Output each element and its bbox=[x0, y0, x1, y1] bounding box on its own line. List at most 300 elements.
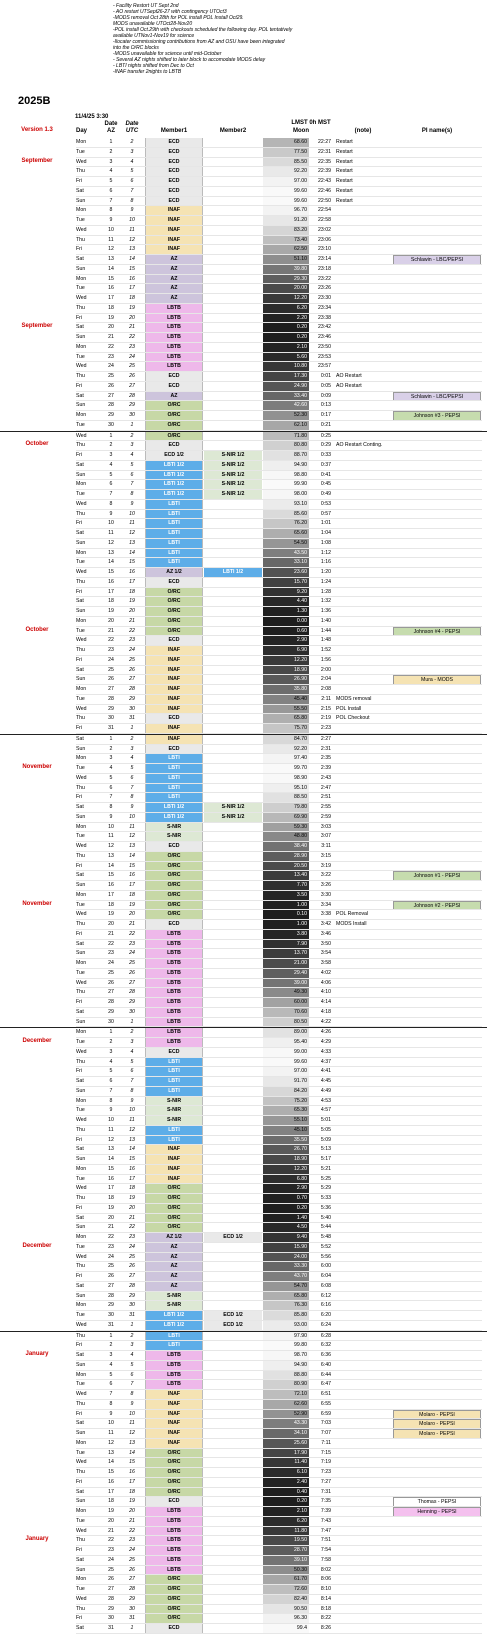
moon-cell: 73.40 bbox=[263, 236, 309, 246]
date-utc-cell: 30 bbox=[129, 412, 135, 418]
moon-cell: 94.90 bbox=[263, 1361, 309, 1371]
note-cell: Restart bbox=[336, 158, 353, 165]
day-cell: Thu bbox=[76, 236, 85, 243]
moon-cell: 29.30 bbox=[263, 275, 309, 285]
date-az-cell: 27 bbox=[108, 1282, 114, 1289]
moon-cell: 85.60 bbox=[263, 510, 309, 520]
member1-cell: S-NIR bbox=[145, 1097, 203, 1107]
day-cell: Sat bbox=[76, 187, 84, 194]
table-row bbox=[0, 1458, 487, 1468]
day-cell: Fri bbox=[76, 588, 83, 595]
date-utc-cell: 5 bbox=[130, 765, 134, 771]
day-cell: Mon bbox=[76, 617, 87, 624]
date-utc-cell: 7 bbox=[130, 1381, 134, 1388]
moon-cell: 80.80 bbox=[263, 441, 309, 451]
date-utc-cell: 1 bbox=[130, 1018, 134, 1025]
member1-cell: LBTI bbox=[145, 549, 203, 559]
lmst-cell: 1:12 bbox=[320, 549, 331, 556]
lmst-cell: 0:17 bbox=[320, 412, 331, 418]
moon-cell: 99.60 bbox=[263, 1058, 309, 1068]
table-row bbox=[0, 979, 487, 989]
pi-cell: Molaro - PEPSI bbox=[393, 1419, 481, 1429]
table-row bbox=[0, 1223, 487, 1233]
table-row bbox=[0, 265, 487, 275]
date-utc-cell: 21 bbox=[129, 1214, 135, 1221]
date-az-cell: 24 bbox=[108, 656, 114, 663]
member1-cell: INAF bbox=[145, 656, 203, 666]
note-line: - AO restart UTSept26-27 with contingency UTOct3 bbox=[113, 9, 227, 15]
moon-cell: 1.30 bbox=[263, 607, 309, 617]
day-cell: Fri bbox=[76, 1204, 83, 1211]
lmst-cell: 22:39 bbox=[318, 168, 331, 175]
moon-cell: 1.00 bbox=[263, 901, 309, 911]
member1-cell: INAF bbox=[145, 1390, 203, 1400]
lmst-cell: 2:04 bbox=[320, 676, 331, 683]
date-az-cell: 13 bbox=[108, 1449, 114, 1456]
month-label: January bbox=[25, 1351, 49, 1357]
member1-cell: O/RC bbox=[145, 1449, 203, 1459]
date-az-cell: 25 bbox=[108, 969, 114, 976]
lmst-cell: 2:31 bbox=[320, 745, 331, 752]
day-cell: Mon bbox=[76, 755, 87, 762]
date-utc-cell: 13 bbox=[129, 843, 135, 849]
moon-cell: 0.20 bbox=[263, 1497, 309, 1507]
date-utc-cell: 19 bbox=[129, 598, 135, 605]
date-az-cell: 1 bbox=[109, 735, 113, 742]
date-az-cell: 2 bbox=[109, 745, 113, 752]
table-row bbox=[0, 842, 487, 852]
moon-cell: 18.90 bbox=[263, 666, 309, 676]
lmst-cell: 0:53 bbox=[320, 500, 331, 507]
date-utc-cell: 23 bbox=[129, 343, 135, 350]
moon-cell: 91.70 bbox=[263, 1077, 309, 1087]
date-az-cell: 25 bbox=[108, 666, 114, 673]
member1-cell: LBTI bbox=[145, 774, 203, 784]
member1-cell: LBTB bbox=[145, 969, 203, 979]
moon-cell: 2.40 bbox=[263, 1478, 309, 1488]
member1-cell: INAF bbox=[145, 226, 203, 236]
date-az-cell: 2 bbox=[109, 1342, 113, 1349]
lmst-cell: 2:59 bbox=[320, 813, 331, 820]
date-az-cell: 1 bbox=[109, 1332, 113, 1339]
day-cell: Sun bbox=[76, 539, 86, 546]
lmst-cell: 4:26 bbox=[320, 1029, 331, 1036]
moon-cell: 92.20 bbox=[263, 167, 309, 177]
date-utc-cell: 15 bbox=[129, 862, 135, 869]
table-row bbox=[0, 852, 487, 862]
lmst-cell: 3:07 bbox=[320, 833, 331, 840]
lmst-cell: 7:58 bbox=[320, 1556, 331, 1563]
date-az-cell: 23 bbox=[108, 1547, 114, 1553]
day-cell: Sat bbox=[76, 735, 84, 742]
date-utc-cell: 6 bbox=[130, 471, 134, 478]
date-az-cell: 3 bbox=[109, 452, 113, 458]
table-row bbox=[0, 148, 487, 158]
member1-cell: LBTI bbox=[145, 519, 203, 529]
date-az-cell: 9 bbox=[109, 1107, 113, 1114]
day-cell: Thu bbox=[76, 1126, 85, 1133]
member2-cell: S-NIR 1/2 bbox=[204, 480, 262, 490]
table-row bbox=[0, 197, 487, 207]
moon-cell: 59.30 bbox=[263, 823, 309, 833]
moon-cell: 83.20 bbox=[263, 226, 309, 236]
day-cell: Thu bbox=[76, 784, 85, 791]
schedule-notes bbox=[113, 3, 293, 75]
day-cell: Wed bbox=[76, 979, 87, 986]
member1-cell: ECD 1/2 bbox=[145, 451, 203, 461]
table-row bbox=[0, 1253, 487, 1263]
date-az-cell: 28 bbox=[108, 1292, 114, 1299]
date-az-cell: 17 bbox=[108, 1488, 114, 1495]
table-row bbox=[0, 1282, 487, 1292]
note-cell: Restart bbox=[336, 168, 353, 175]
header-day: Day bbox=[76, 128, 88, 134]
moon-cell: 76.20 bbox=[263, 519, 309, 529]
table-row bbox=[0, 901, 487, 911]
lmst-cell: 6:00 bbox=[320, 1263, 331, 1270]
date-az-cell: 29 bbox=[108, 1008, 114, 1015]
day-cell: Mon bbox=[76, 549, 87, 556]
moon-cell: 65.80 bbox=[263, 1292, 309, 1302]
table-row bbox=[0, 1605, 487, 1615]
lmst-cell: 6:12 bbox=[320, 1292, 331, 1299]
pi-cell: Mura - MODS bbox=[393, 675, 481, 685]
date-az-cell: 15 bbox=[108, 1165, 114, 1172]
member1-cell: LBTB bbox=[145, 1361, 203, 1371]
table-row bbox=[0, 167, 487, 177]
date-az-cell: 20 bbox=[108, 617, 114, 624]
member1-cell: AZ bbox=[145, 1272, 203, 1282]
table-row bbox=[0, 1292, 487, 1302]
table-row bbox=[0, 1175, 487, 1185]
member1-cell: ECD bbox=[145, 636, 203, 646]
member1-cell: ECD bbox=[145, 842, 203, 852]
member2-cell: LBTI 1/2 bbox=[204, 568, 262, 578]
lmst-cell: 0:13 bbox=[320, 402, 331, 409]
date-az-cell: 14 bbox=[108, 1459, 114, 1466]
day-cell: Fri bbox=[76, 1410, 83, 1417]
table-row bbox=[0, 1536, 487, 1546]
moon-cell: 7.90 bbox=[263, 940, 309, 950]
date-utc-cell: 14 bbox=[129, 1146, 135, 1153]
moon-cell: 62.60 bbox=[263, 1400, 309, 1410]
date-utc-cell: 12 bbox=[129, 236, 135, 243]
member1-cell: INAF bbox=[145, 216, 203, 226]
member1-cell: S-NIR bbox=[145, 1292, 203, 1302]
member1-cell: LBTB bbox=[145, 353, 203, 363]
moon-cell: 39.10 bbox=[263, 1556, 309, 1566]
moon-cell: 75.20 bbox=[263, 1097, 309, 1107]
day-cell: Tue bbox=[76, 285, 85, 292]
moon-cell: 2.10 bbox=[263, 1507, 309, 1517]
member1-cell: LBTB bbox=[145, 304, 203, 314]
moon-cell: 1.00 bbox=[263, 920, 309, 930]
date-utc-cell: 1 bbox=[130, 1321, 134, 1328]
date-utc-cell: 22 bbox=[129, 334, 135, 340]
day-cell: Sun bbox=[76, 197, 86, 204]
table-row bbox=[0, 471, 487, 481]
table-row bbox=[0, 1077, 487, 1087]
date-az-cell: 27 bbox=[108, 989, 114, 996]
table-row bbox=[0, 275, 487, 285]
date-utc-cell: 28 bbox=[129, 392, 135, 399]
day-cell: Sun bbox=[76, 402, 86, 409]
day-cell: Thu bbox=[76, 1263, 85, 1270]
moon-cell: 6.20 bbox=[263, 304, 309, 314]
date-az-cell: 21 bbox=[108, 334, 114, 340]
member1-cell: ECD bbox=[145, 177, 203, 187]
moon-cell: 0.20 bbox=[263, 1204, 309, 1214]
member1-cell: ECD bbox=[145, 578, 203, 588]
lmst-cell: 2:39 bbox=[320, 765, 331, 771]
lmst-cell: 6:51 bbox=[320, 1391, 331, 1397]
date-utc-cell: 6 bbox=[130, 178, 134, 184]
date-utc-cell: 15 bbox=[129, 559, 135, 566]
member1-cell: LBTI bbox=[145, 510, 203, 520]
member1-cell: INAF bbox=[145, 245, 203, 255]
date-utc-cell: 17 bbox=[129, 578, 135, 585]
member1-cell: LBTI 1/2 bbox=[145, 490, 203, 500]
date-az-cell: 27 bbox=[108, 392, 114, 399]
day-cell: Tue bbox=[76, 1243, 85, 1250]
day-cell: Fri bbox=[76, 178, 83, 184]
member1-cell: LBTI bbox=[145, 1067, 203, 1077]
day-cell: Thu bbox=[76, 715, 85, 722]
moon-cell: 95.10 bbox=[263, 784, 309, 794]
day-cell: Thu bbox=[76, 442, 85, 449]
date-utc-cell: 1 bbox=[130, 1625, 134, 1631]
date-az-cell: 1 bbox=[109, 432, 113, 439]
table-row bbox=[0, 138, 487, 148]
date-utc-cell: 20 bbox=[129, 1508, 135, 1514]
table-row bbox=[0, 1449, 487, 1459]
member1-cell: LBTI bbox=[145, 539, 203, 549]
date-az-cell: 4 bbox=[109, 1361, 113, 1368]
table-row bbox=[0, 1067, 487, 1077]
lmst-cell: 3:50 bbox=[320, 940, 331, 947]
date-utc-cell: 24 bbox=[129, 950, 135, 957]
lmst-cell: 23:57 bbox=[318, 363, 331, 370]
lmst-cell: 23:14 bbox=[318, 256, 331, 262]
table-row bbox=[0, 1410, 487, 1420]
table-row bbox=[0, 578, 487, 588]
day-cell: Thu bbox=[76, 1469, 85, 1475]
member1-cell: O/RC bbox=[145, 1575, 203, 1585]
member2-cell: ECD 1/2 bbox=[204, 1321, 262, 1331]
date-utc-cell: 31 bbox=[129, 1312, 135, 1318]
day-cell: Thu bbox=[76, 989, 85, 996]
day-cell: Tue bbox=[76, 491, 85, 497]
day-cell: Sat bbox=[76, 666, 84, 673]
date-az-cell: 20 bbox=[108, 921, 114, 927]
member1-cell: O/RC bbox=[145, 891, 203, 901]
member1-cell: LBTI 1/2 bbox=[145, 480, 203, 490]
member1-cell: S-NIR bbox=[145, 823, 203, 833]
date-utc-cell: 28 bbox=[129, 1282, 135, 1289]
date-utc-cell: 6 bbox=[130, 774, 134, 781]
table-row bbox=[0, 401, 487, 411]
table-row bbox=[0, 539, 487, 549]
date-az-cell: 17 bbox=[108, 588, 114, 595]
date-utc-cell: 10 bbox=[129, 510, 135, 517]
date-az-cell: 4 bbox=[109, 1058, 113, 1065]
date-utc-cell: 12 bbox=[129, 1126, 135, 1133]
member1-cell: O/RC bbox=[145, 1184, 203, 1194]
member1-cell: ECD bbox=[145, 382, 203, 392]
table-row bbox=[0, 666, 487, 676]
table-row bbox=[0, 1488, 487, 1498]
date-utc-cell: 16 bbox=[129, 1165, 135, 1172]
day-cell: Wed bbox=[76, 432, 87, 439]
lmst-cell: 7:31 bbox=[320, 1488, 331, 1495]
member1-cell: LBTB bbox=[145, 323, 203, 333]
day-cell: Mon bbox=[76, 1371, 87, 1378]
lmst-cell: 2:43 bbox=[320, 774, 331, 781]
member1-cell: LBTI 1/2 bbox=[145, 1311, 203, 1321]
moon-cell: 0.20 bbox=[263, 333, 309, 343]
member1-cell: LBTB bbox=[145, 1517, 203, 1527]
moon-cell: 43.50 bbox=[263, 549, 309, 559]
day-cell: Sat bbox=[76, 598, 84, 605]
member1-cell: O/RC bbox=[145, 627, 203, 637]
lmst-cell: 0:41 bbox=[320, 471, 331, 478]
lmst-cell: 5:25 bbox=[320, 1175, 331, 1182]
day-cell: Sun bbox=[76, 1566, 86, 1573]
moon-cell: 33.40 bbox=[263, 392, 309, 402]
day-cell: Mon bbox=[76, 343, 87, 350]
member1-cell: LBTB bbox=[145, 940, 203, 950]
date-utc-cell: 30 bbox=[129, 1302, 135, 1309]
table-row bbox=[0, 705, 487, 715]
table-row bbox=[0, 607, 487, 617]
member1-cell: LBTI bbox=[145, 500, 203, 510]
moon-cell: 99.90 bbox=[263, 480, 309, 490]
day-cell: Fri bbox=[76, 725, 83, 731]
lmst-cell: 23:18 bbox=[318, 265, 331, 272]
moon-cell: 24.00 bbox=[263, 1253, 309, 1263]
table-row bbox=[0, 1058, 487, 1068]
lmst-cell: 8:22 bbox=[320, 1615, 331, 1622]
member1-cell: O/RC bbox=[145, 1458, 203, 1468]
day-cell: Sun bbox=[76, 676, 86, 683]
day-cell: Fri bbox=[76, 520, 83, 527]
table-row bbox=[0, 1478, 487, 1488]
date-utc-cell: 28 bbox=[129, 989, 135, 996]
member1-cell: LBTI 1/2 bbox=[145, 813, 203, 823]
table-row bbox=[0, 862, 487, 872]
day-cell: Fri bbox=[76, 1615, 83, 1622]
lmst-cell: 1:56 bbox=[320, 656, 331, 663]
member2-cell: ECD 1/2 bbox=[204, 1311, 262, 1321]
day-cell: Sat bbox=[76, 530, 84, 536]
table-row bbox=[0, 255, 487, 265]
date-utc-cell: 17 bbox=[129, 1478, 135, 1485]
date-az-cell: 18 bbox=[108, 598, 114, 605]
date-utc-cell: 7 bbox=[130, 784, 134, 791]
header-member2: Member2 bbox=[219, 128, 247, 134]
member1-cell: ECD bbox=[145, 372, 203, 382]
month-label: September bbox=[21, 157, 53, 164]
lmst-cell: 4:06 bbox=[320, 979, 331, 986]
day-cell: Sun bbox=[76, 813, 86, 820]
lmst-cell: 3:54 bbox=[320, 950, 331, 957]
lmst-cell: 22:46 bbox=[318, 187, 331, 194]
date-az-cell: 5 bbox=[109, 178, 113, 184]
date-utc-cell: 5 bbox=[130, 1058, 134, 1065]
table-row bbox=[0, 411, 487, 421]
date-az-cell: 26 bbox=[108, 1273, 114, 1279]
day-cell: Fri bbox=[76, 246, 83, 253]
date-az-cell: 23 bbox=[108, 1243, 114, 1250]
member1-cell: ECD bbox=[145, 1048, 203, 1058]
lmst-cell: 1:48 bbox=[320, 637, 331, 644]
day-cell: Thu bbox=[76, 921, 85, 927]
date-az-cell: 13 bbox=[108, 1146, 114, 1153]
date-az-cell: 8 bbox=[109, 1400, 113, 1407]
date-az-cell: 31 bbox=[108, 1625, 114, 1631]
date-utc-cell: 18 bbox=[129, 891, 135, 898]
moon-cell: 9.20 bbox=[263, 588, 309, 598]
note-cell: AO Restart bbox=[336, 373, 362, 379]
member1-cell: ECD bbox=[145, 167, 203, 177]
moon-cell: 25.60 bbox=[263, 1439, 309, 1449]
moon-cell: 0.00 bbox=[263, 617, 309, 627]
date-utc-cell: 8 bbox=[130, 1391, 134, 1397]
date-utc-cell: 29 bbox=[129, 402, 135, 409]
date-utc-cell: 21 bbox=[129, 617, 135, 624]
lmst-cell: 5:17 bbox=[320, 1156, 331, 1162]
table-row bbox=[0, 1233, 487, 1243]
date-az-cell: 19 bbox=[108, 608, 114, 614]
moon-cell: 0.40 bbox=[263, 1488, 309, 1498]
lmst-cell: 3:30 bbox=[320, 891, 331, 898]
table-row bbox=[0, 294, 487, 304]
day-cell: Sat bbox=[76, 940, 84, 947]
moon-cell: 88.50 bbox=[263, 793, 309, 803]
day-cell: Tue bbox=[76, 969, 85, 976]
lmst-cell: 1:08 bbox=[320, 539, 331, 546]
moon-cell: 0.20 bbox=[263, 323, 309, 333]
moon-cell: 79.80 bbox=[263, 803, 309, 813]
date-az-cell: 7 bbox=[109, 197, 113, 204]
day-cell: Wed bbox=[76, 1321, 87, 1328]
lmst-cell: 6:28 bbox=[320, 1332, 331, 1339]
member1-cell: LBTI bbox=[145, 1126, 203, 1136]
moon-cell: 80.50 bbox=[263, 1018, 309, 1028]
date-utc-cell: 12 bbox=[129, 1430, 135, 1436]
member1-cell: LBTB bbox=[145, 1371, 203, 1381]
member1-cell: INAF bbox=[145, 695, 203, 705]
day-cell: Tue bbox=[76, 421, 85, 428]
date-utc-cell: 24 bbox=[129, 647, 135, 653]
moon-cell: 84.70 bbox=[263, 735, 309, 745]
note-cell: AO Restart Conting. bbox=[336, 442, 383, 449]
table-row bbox=[0, 206, 487, 216]
table-row bbox=[0, 1184, 487, 1194]
date-az-cell: 9 bbox=[109, 1410, 113, 1417]
member1-cell: LBTI bbox=[145, 764, 203, 774]
lmst-cell: 6:16 bbox=[320, 1302, 331, 1309]
lmst-cell: 23:22 bbox=[318, 275, 331, 282]
date-utc-cell: 19 bbox=[129, 901, 135, 908]
moon-cell: 2.10 bbox=[263, 343, 309, 353]
table-row bbox=[0, 1165, 487, 1175]
member1-cell: LBTI bbox=[145, 1058, 203, 1068]
member2-cell: S-NIR 1/2 bbox=[204, 813, 262, 823]
lmst-cell: 6:24 bbox=[320, 1321, 331, 1328]
date-utc-cell: 31 bbox=[129, 715, 135, 722]
lmst-cell: 4:02 bbox=[320, 969, 331, 976]
